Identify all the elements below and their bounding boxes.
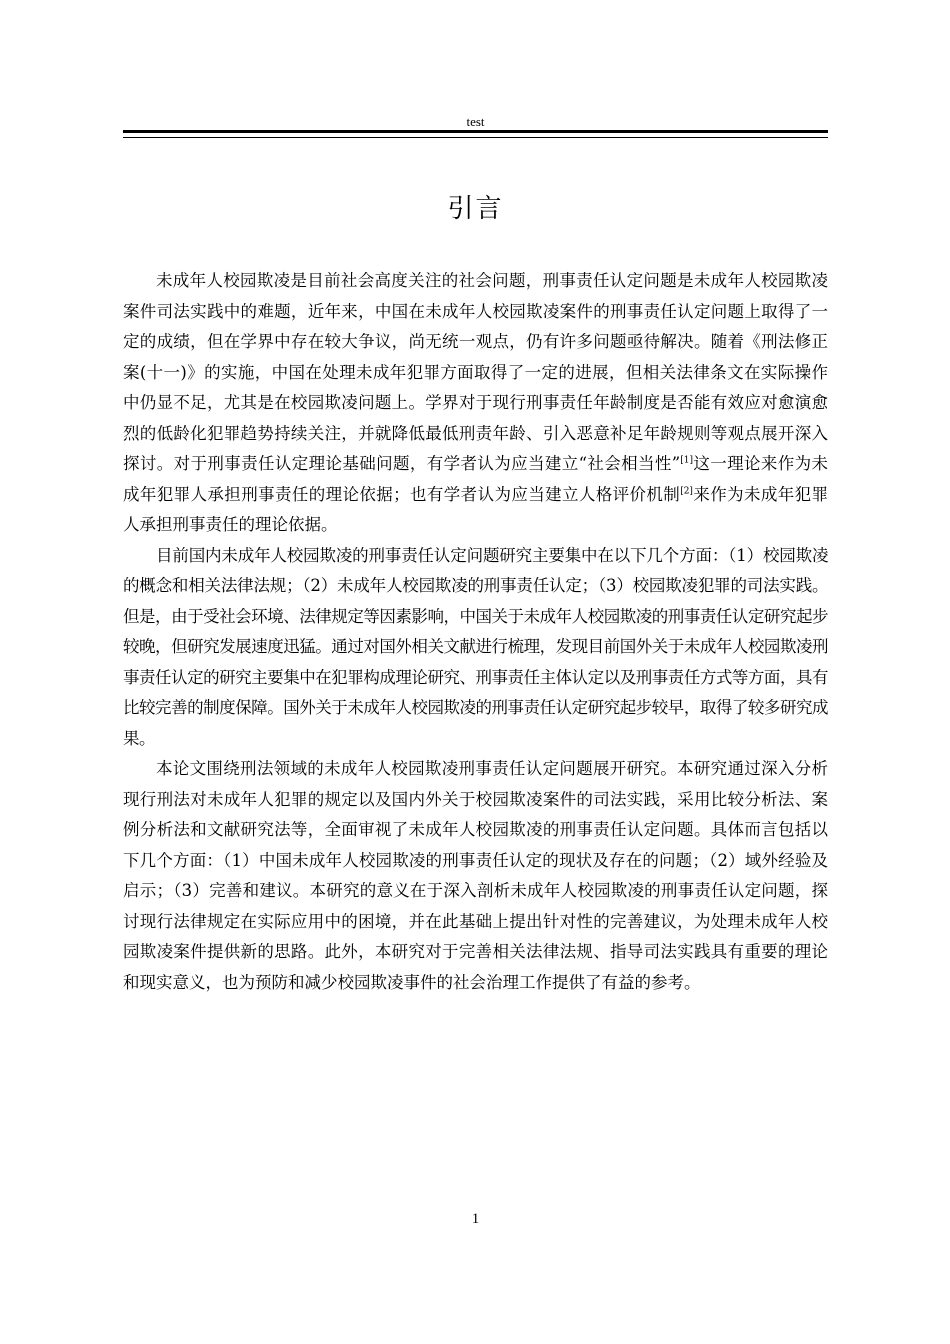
paragraph-1 (123, 266, 828, 541)
citation-2: [2] (680, 486, 693, 496)
paragraph-1-text-c: 来作为未成年犯罪人承担刑事责任的理论依据。 (123, 484, 829, 534)
header-double-rule (123, 130, 828, 138)
paragraph-1-text-b: 这一理论来作为未成年犯罪人承担刑事责任的理论依据；也有学者认为应当建立人格评价机制 (123, 454, 828, 504)
citation-1: [1] (680, 455, 693, 466)
paragraph-3: 本论文围绕刑法领域的未成年人校园欺凌刑事责任认定问题展开研究。本研究通过深入分析现行刑法对未成年人犯罪的规定以及国内外关于校园欺凌案件的司法实践，采用比较分析法、案例分析法和文献研究法等，全面审视了未成年人校园欺凌的刑事责任认定问题。具体而言包括以下几个方面：（1）中国未成年人校园欺凌的刑事责任认定的现状及存在的问题；（2）域外经验及启示；（3）完善和建议。本研究的意义在于深入剖析未成年人校园欺凌的刑事责任认定问题，探讨现行法律规定在实际应用中的困境，并在此基础上提出针对性的完善建议，为处理未成年人校园欺凌案件提供新的思路。此外，本研究对于完善相关法律法规、指导司法实践具有重要的理论和现实意义，也为预防和减少校园欺凌事件的社会治理工作提供了有益的参考。 (123, 759, 828, 992)
paragraph-2: 目前国内未成年人校园欺凌的刑事责任认定问题研究主要集中在以下几个方面：（1）校园欺凌的概念和相关法律法规；（2）未成年人校园欺凌的刑事责任认定；（3）校园欺凌犯罪的司法实践。但是，由于受社会环境、法律规定等因素影响，中国关于未成年人校园欺凌的刑事责任认定研究起步较晚，但研究发展速度迅猛。通过对国外相关文献进行梳理，发现目前国外关于未成年人校园欺凌刑事责任认定的研究主要集中在犯罪构成理论研究、刑事责任主体认定以及刑事责任方式等方面，具有比较完善的制度保障。国外关于未成年人校园欺凌的刑事责任认定研究起步较早，取得了较多研究成果。 (123, 545, 828, 748)
paragraph-1-text-a: 未成年人校园欺凌是目前社会高度关注的社会问题，刑事责任认定问题是未成年人校园欺凌案件司法实践中的难题，近年来，中国在未成年人校园欺凌案件的刑事责任认定问题上取得了一定的成绩，但在学界中存在较大争议，尚无统一观点，仍有许多问题亟待解决。随着《刑法修正案(十一)》的实施，中国在处理未成年犯罪方面取得了一定的进展，但相关法律条文在实际操作中仍显不足，尤其是在校园欺凌问题上。学界对于现行刑事责任年龄制度是否能有效应对愈演愈烈的低龄化犯罪趋势持续关注，并就降低最低刑责年龄、引入恶意补足年龄规则等观点展开深入探讨。对于刑事责任认定理论基础问题，有学者认为应当建立“社会相当性” (123, 271, 828, 473)
running-header: test (466, 114, 485, 129)
body-text (123, 266, 828, 998)
page-number: 1 (471, 1211, 480, 1227)
section-title: 引言 (447, 194, 504, 224)
